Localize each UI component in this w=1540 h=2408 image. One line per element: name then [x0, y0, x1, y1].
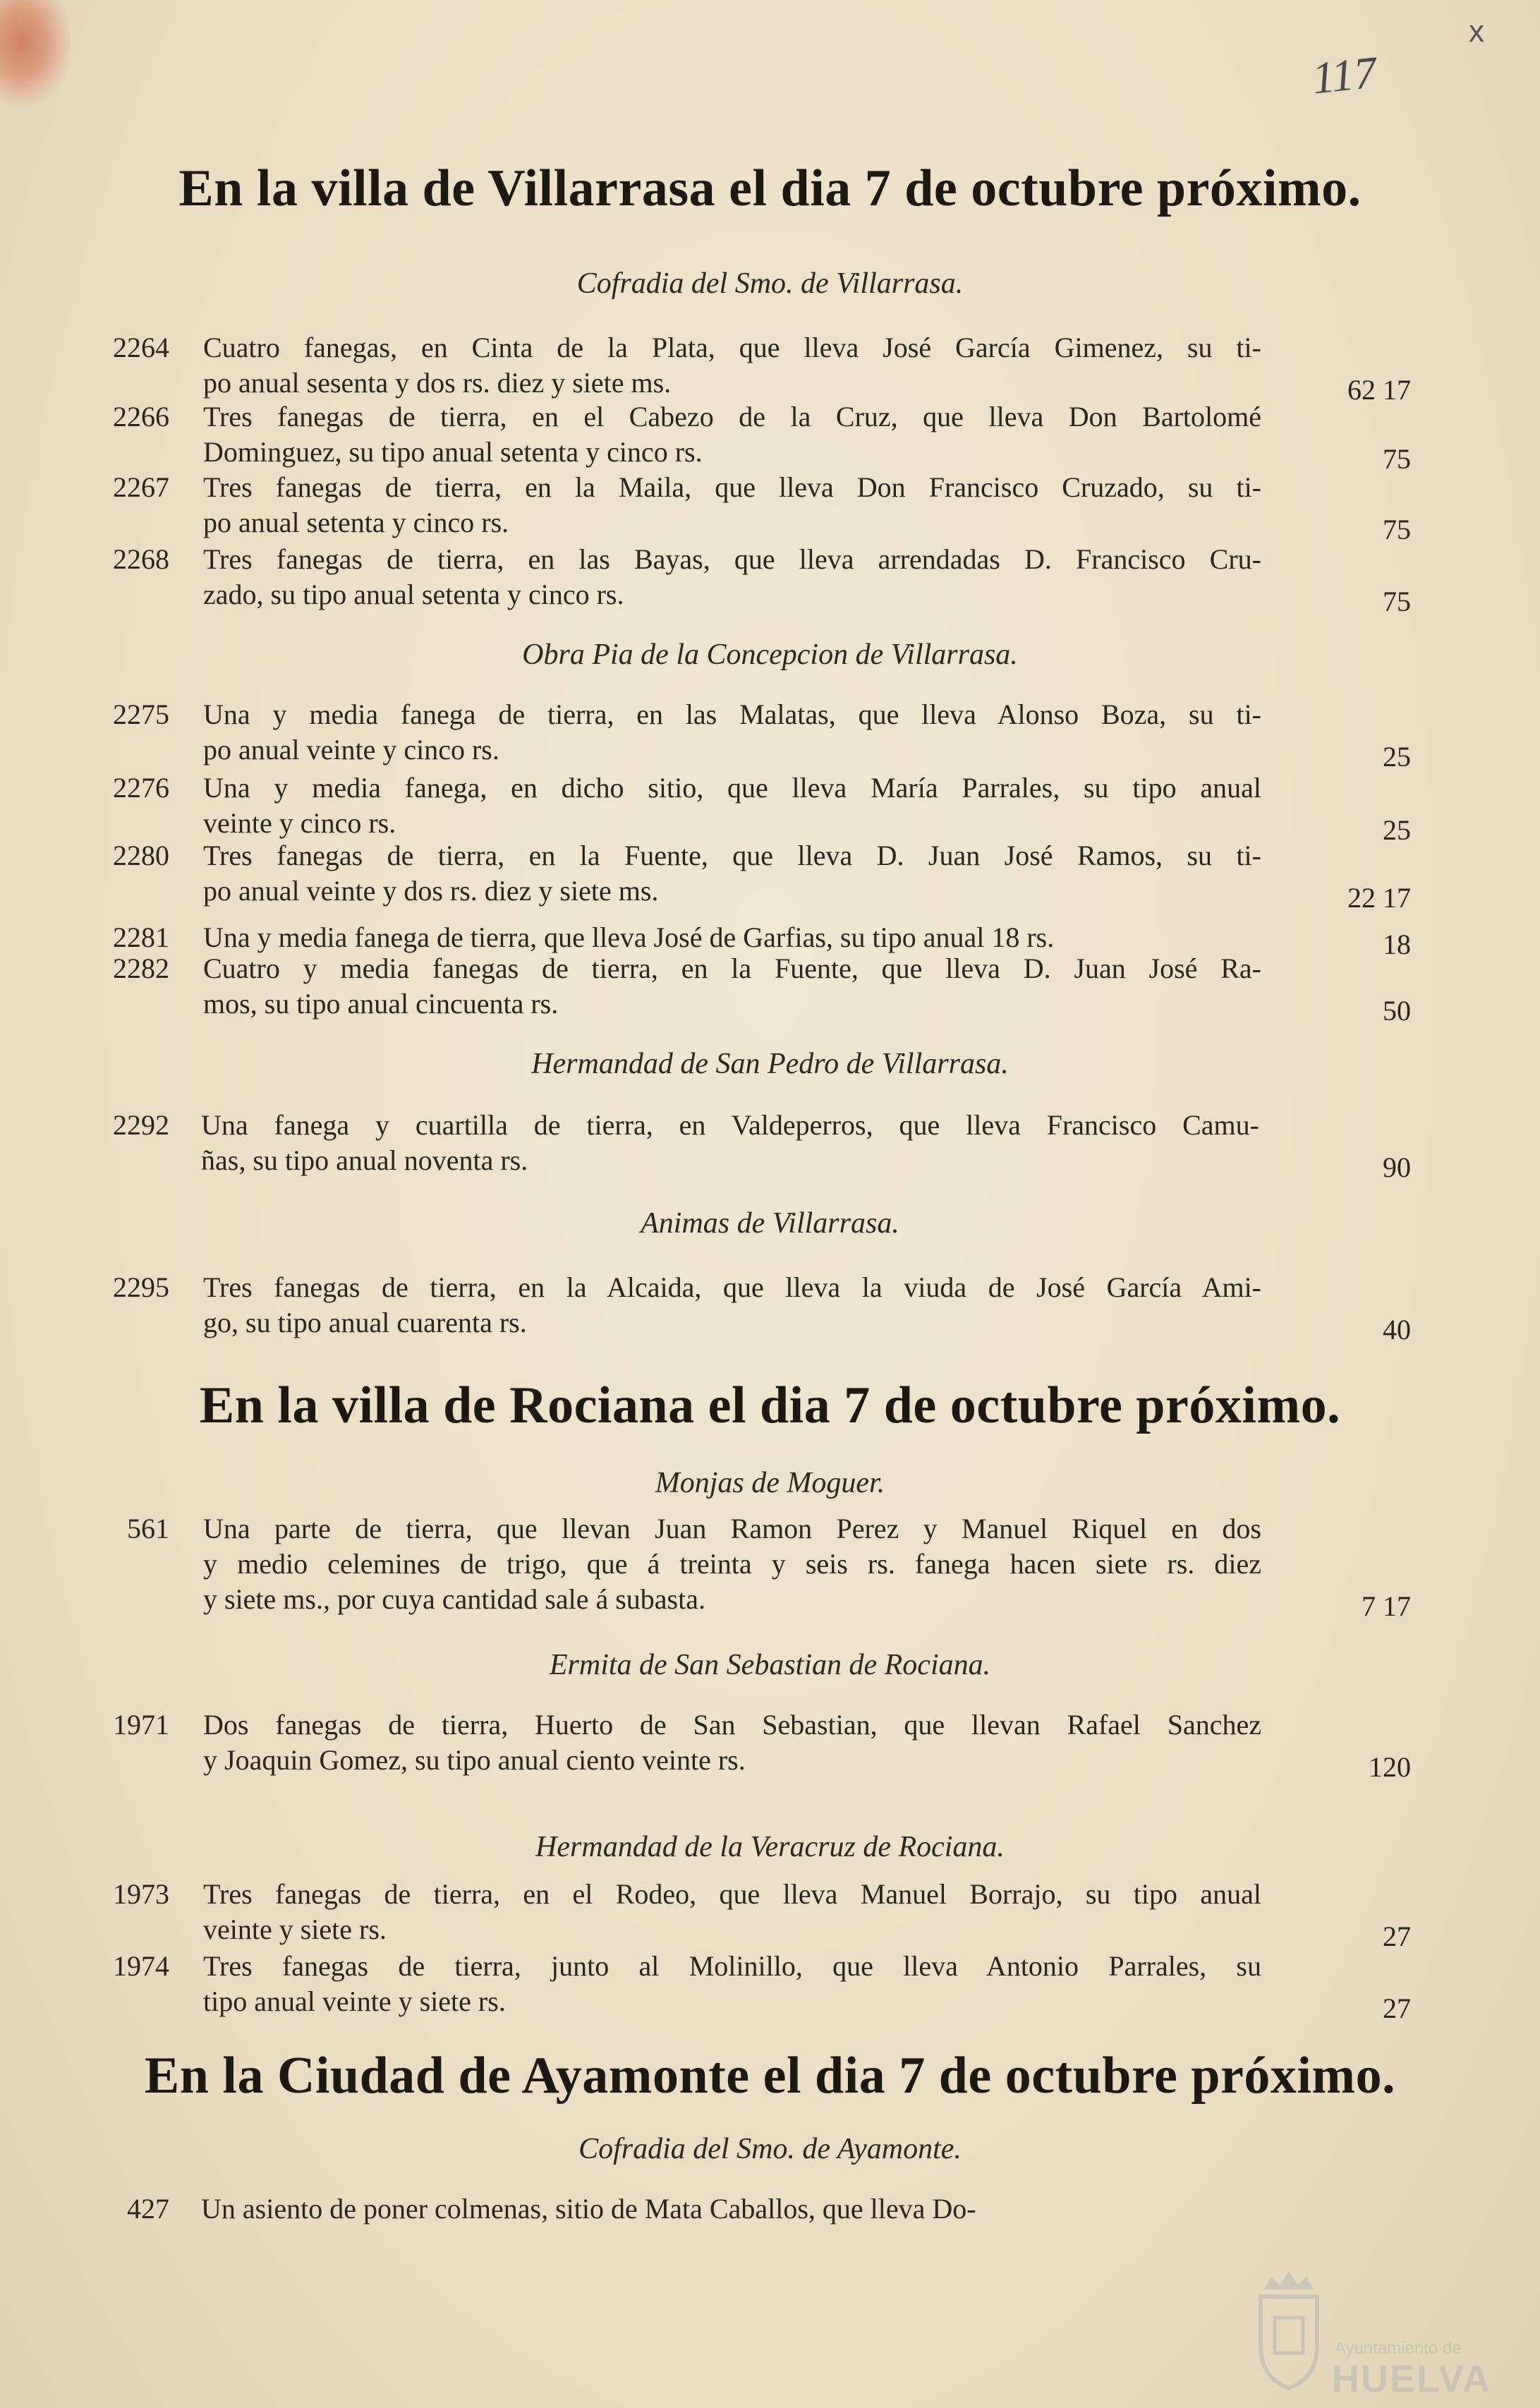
- page-heading: En la Ciudad de Ayamonte el dia 7 de octubre próximo.: [144, 2047, 1396, 2105]
- description-line: Dominguez, su tipo anual setenta y cinco rs.: [203, 436, 703, 468]
- watermark-line1: Ayuntamiento de: [1335, 2339, 1462, 2358]
- description-line: mos, su tipo anual cincuenta rs.: [203, 988, 559, 1020]
- description-line: Cuatro y media fanegas de tierra, en la Fuente, que lleva D. Juan José Ra-: [203, 952, 1261, 984]
- lot-number: 2268: [113, 543, 169, 575]
- description-line: y siete ms., por cuya cantidad sale á subasta.: [203, 1583, 705, 1615]
- lot-number: 2282: [113, 952, 169, 984]
- lot-price: 75: [1383, 514, 1411, 545]
- description-line: Tres fanegas de tierra, en las Bayas, que lleva arrendadas D. Francisco Cru-: [203, 543, 1261, 575]
- page-heading: En la villa de Rociana el dia 7 de octubre próximo.: [199, 1377, 1341, 1434]
- description-line: Tres fanegas de tierra, en la Maila, que lleva Don Francisco Cruzado, su ti-: [203, 471, 1261, 503]
- description-line: po anual veinte y dos rs. diez y siete ms.: [203, 875, 659, 907]
- description-line: Una y media fanega, en dicho sitio, que lleva María Parrales, su tipo anual: [203, 772, 1261, 804]
- lot-number: 2281: [113, 921, 169, 953]
- lot-price: 50: [1383, 995, 1411, 1027]
- crest-icon: [1250, 2268, 1328, 2395]
- description-line: po anual veinte y cinco rs.: [203, 734, 499, 766]
- page-heading: En la villa de Villarrasa el dia 7 de octubre próximo.: [178, 159, 1362, 217]
- description-line: ñas, su tipo anual noventa rs.: [201, 1144, 528, 1176]
- section-title: Monjas de Moguer.: [655, 1467, 885, 1499]
- lot-price: 40: [1383, 1314, 1411, 1345]
- section-title: Animas de Villarrasa.: [641, 1207, 899, 1240]
- description-line: Una y media fanega de tierra, en las Malatas, que lleva Alonso Boza, su ti-: [203, 698, 1261, 730]
- lot-number: 2280: [113, 840, 169, 871]
- lot-description: [203, 1949, 1261, 2019]
- lot-price: 90: [1383, 1151, 1411, 1183]
- description-line: zado, su tipo anual setenta y cinco rs.: [203, 579, 624, 610]
- lot-price: 18: [1383, 928, 1411, 960]
- lot-price: 120: [1369, 1751, 1411, 1783]
- description-line: y Joaquin Gomez, su tipo anual ciento veinte rs.: [203, 1744, 746, 1776]
- lot-number: 1974: [113, 1950, 169, 1982]
- lot-description: [203, 330, 1261, 401]
- section-title: Hermandad de San Pedro de Villarrasa.: [531, 1048, 1009, 1080]
- lot-description: [203, 470, 1261, 540]
- section-title: Cofradia del Smo. de Villarrasa.: [576, 267, 964, 300]
- description-line: y medio celemines de trigo, que á treinta y seis rs. fanega hacen siete rs. diez: [203, 1548, 1261, 1580]
- section-title: Cofradia del Smo. de Ayamonte.: [578, 2133, 962, 2165]
- lot-description: [203, 1707, 1261, 1778]
- lot-price: 22 17: [1347, 882, 1411, 914]
- lot-price: 25: [1383, 741, 1411, 773]
- description-line: tipo anual veinte y siete rs.: [203, 1985, 506, 2017]
- lot-number: 2276: [113, 772, 169, 804]
- lot-description: [203, 697, 1261, 768]
- lot-number: 1973: [113, 1878, 169, 1910]
- lot-description: [203, 399, 1261, 470]
- lot-description: [203, 951, 1261, 1022]
- section-title: Hermandad de la Veracruz de Rociana.: [535, 1831, 1005, 1863]
- folio-number: 117: [1309, 47, 1379, 104]
- description-line: po anual sesenta y dos rs. diez y siete ms.: [203, 367, 672, 399]
- section-title: Obra Pia de la Concepcion de Villarrasa.: [522, 639, 1018, 671]
- section-title: Ermita de San Sebastian de Rociana.: [549, 1649, 991, 1681]
- lot-description: [203, 920, 1261, 955]
- lot-price: 27: [1383, 1920, 1411, 1952]
- lot-description: [201, 1108, 1259, 1178]
- lot-description: [203, 1270, 1261, 1341]
- lot-description: [203, 542, 1261, 612]
- lot-number: 2267: [113, 471, 169, 503]
- description-line: Una parte de tierra, que llevan Juan Ramon Perez y Manuel Riquel en dos: [203, 1513, 1261, 1544]
- lot-description: [203, 1877, 1261, 1947]
- description-line: Un asiento de poner colmenas, sitio de Mata Caballos, que lleva Do-: [201, 2193, 976, 2225]
- lot-number: 2295: [113, 1271, 169, 1303]
- description-line: Tres fanegas de tierra, en el Cabezo de la Cruz, que lleva Don Bartolomé: [203, 401, 1261, 432]
- paper-stain: [0, 0, 71, 106]
- description-line: Tres fanegas de tierra, en el Rodeo, que lleva Manuel Borrajo, su tipo anual: [203, 1878, 1261, 1910]
- lot-number: 1971: [113, 1709, 169, 1741]
- description-line: Una y media fanega de tierra, que lleva José de Garfias, su tipo anual 18 rs.: [203, 921, 1055, 953]
- description-line: Tres fanegas de tierra, en la Fuente, que lleva D. Juan José Ramos, su ti-: [203, 840, 1261, 871]
- lot-price: 75: [1383, 586, 1411, 617]
- lot-number: 427: [127, 2193, 169, 2225]
- lot-description: [203, 1511, 1261, 1617]
- lot-price: 25: [1383, 814, 1411, 846]
- lot-description: [201, 2191, 1259, 2227]
- description-line: po anual setenta y cinco rs.: [203, 507, 509, 538]
- corner-mark: x: [1469, 14, 1484, 49]
- lot-price: 27: [1383, 1992, 1411, 2024]
- lot-number: 2275: [113, 698, 169, 730]
- lot-price: 75: [1383, 443, 1411, 475]
- archive-watermark: [1250, 2268, 1491, 2402]
- lot-description: [203, 838, 1261, 909]
- description-line: Tres fanegas de tierra, junto al Molinillo, que lleva Antonio Parrales, su: [203, 1950, 1261, 1982]
- description-line: veinte y cinco rs.: [203, 807, 396, 839]
- lot-number: 2266: [113, 401, 169, 432]
- description-line: Una fanega y cuartilla de tierra, en Valdeperros, que lleva Francisco Camu-: [201, 1109, 1259, 1141]
- description-line: veinte y siete rs.: [203, 1913, 387, 1945]
- lot-price: 7 17: [1362, 1590, 1411, 1622]
- lot-number: 2264: [113, 332, 169, 363]
- description-line: Dos fanegas de tierra, Huerto de San Sebastian, que llevan Rafael Sanchez: [203, 1709, 1261, 1741]
- lot-number: 561: [127, 1513, 169, 1544]
- lot-price: 62 17: [1347, 374, 1411, 406]
- description-line: Cuatro fanegas, en Cinta de la Plata, que lleva José García Gimenez, su ti-: [203, 332, 1261, 363]
- watermark-line2: HUELVA: [1332, 2358, 1491, 2400]
- lot-number: 2292: [113, 1109, 169, 1141]
- lot-description: [203, 770, 1261, 841]
- description-line: Tres fanegas de tierra, en la Alcaida, que lleva la viuda de José García Ami-: [203, 1271, 1261, 1303]
- description-line: go, su tipo anual cuarenta rs.: [203, 1307, 527, 1338]
